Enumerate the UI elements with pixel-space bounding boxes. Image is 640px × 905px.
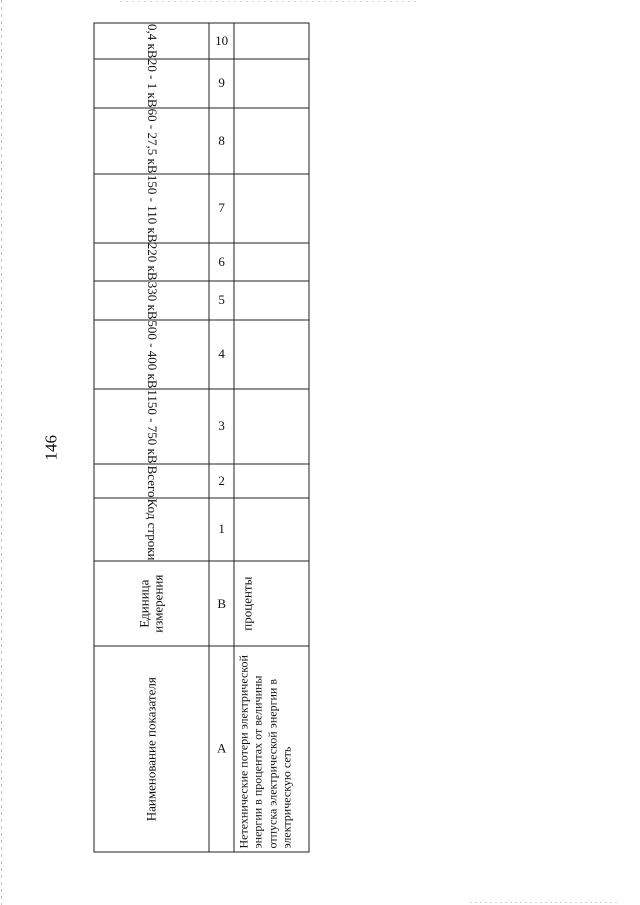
header-col-5: 330 кВ — [94, 281, 209, 320]
scan-top-edge — [120, 1, 420, 2]
data-cell-2 — [234, 464, 309, 498]
header-col-8: 60 - 27,5 кВ — [94, 108, 209, 174]
data-cell-4 — [234, 320, 309, 389]
table-index-row — [209, 23, 234, 852]
header-col-10: 0,4 кВ — [94, 23, 209, 59]
index-indicator-name: А — [209, 646, 234, 852]
index-col-10: 10 — [209, 23, 234, 59]
rotated-page-content — [41, 23, 309, 853]
index-col-3: 3 — [209, 389, 234, 464]
data-cell-7 — [234, 174, 309, 243]
data-cell-6 — [234, 243, 309, 282]
header-col-7: 150 - 110 кВ — [94, 174, 209, 243]
header-line-code: Код строки — [94, 498, 209, 561]
page-number: 146 — [41, 435, 61, 461]
header-col-6: 220 кВ — [94, 243, 209, 282]
index-col-5: 5 — [209, 281, 234, 320]
index-col-1: 1 — [209, 498, 234, 561]
scan-left-edge — [1, 0, 2, 905]
data-cell-5 — [234, 281, 309, 320]
header-total: Всего — [94, 464, 209, 498]
data-cell-10 — [234, 23, 309, 59]
header-unit: Единица измерения — [94, 561, 209, 646]
header-col-4: 500 - 400 кВ — [94, 320, 209, 389]
table-data-row — [234, 23, 309, 852]
data-cell-9 — [234, 59, 309, 109]
indicator-name-cell: Нетехнические потери электрической энергии в процентах от величины отпуска электрической энергии в электрическую сеть — [234, 646, 309, 852]
index-unit: В — [209, 561, 234, 646]
header-col-9: 20 - 1 кВ — [94, 59, 209, 109]
indicator-table — [94, 23, 310, 853]
data-cell-1 — [234, 498, 309, 561]
table-header-row — [94, 23, 209, 852]
index-col-4: 4 — [209, 320, 234, 389]
index-col-8: 8 — [209, 108, 234, 174]
scan-bottom-edge — [470, 902, 620, 903]
header-col-3: 1150 - 750 кВ — [94, 389, 209, 464]
index-col-7: 7 — [209, 174, 234, 243]
index-col-9: 9 — [209, 59, 234, 109]
index-col-2: 2 — [209, 464, 234, 498]
data-cell-3 — [234, 389, 309, 464]
index-col-6: 6 — [209, 243, 234, 282]
data-cell-8 — [234, 108, 309, 174]
header-indicator-name: Наименование показателя — [94, 646, 209, 852]
unit-cell: проценты — [234, 561, 309, 646]
